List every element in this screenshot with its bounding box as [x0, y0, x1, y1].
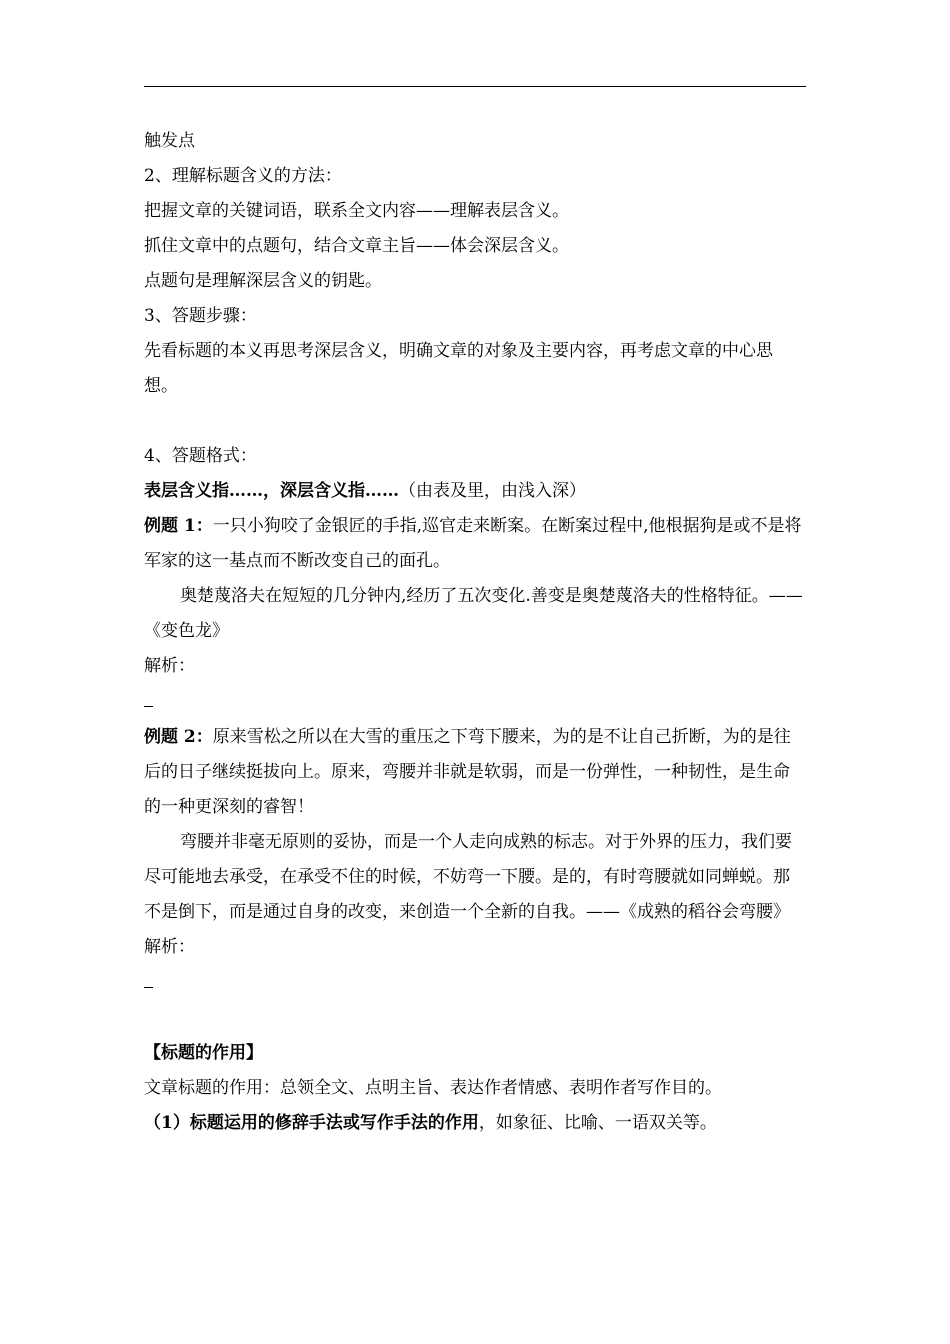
example-1	[144, 509, 806, 579]
heading-method: 2、理解标题含义的方法：	[144, 166, 342, 186]
section-function-text: 文章标题的作用：总领全文、点明主旨、表达作者情感、表明作者写作目的。	[144, 1078, 722, 1098]
format-text	[144, 474, 806, 509]
example-2	[144, 720, 806, 825]
example-1-label: 例题 1：	[144, 516, 213, 536]
answer-underline	[144, 965, 153, 988]
heading-steps: 3、答题步骤：	[144, 306, 257, 326]
example-2-text-2: 弯腰并非毫无原则的妥协，而是一个人走向成熟的标志。对于外界的压力，我们要尽可能地去承受，在承受不住的时候，不妨弯一下腰。是的，有时弯腰就如同蝉蜕。那不是倒下，而是通过自身的改变，来创造一个全新的自我。——《成熟的稻谷会弯腰》	[144, 832, 792, 922]
method-deep: 抓住文章中的点题句，结合文章主旨——体会深层含义。	[144, 236, 569, 256]
method-key: 点题句是理解深层含义的钥匙。	[144, 271, 382, 291]
format-rest: （由表及里，由浅入深）	[399, 481, 586, 501]
heading-format: 4、答题格式：	[144, 446, 257, 466]
format-bold: 表层含义指……，深层含义指……	[144, 481, 399, 501]
method-surface: 把握文章的关键词语，联系全文内容——理解表层含义。	[144, 201, 569, 221]
steps-text: 先看标题的本义再思考深层含义，明确文章的对象及主要内容，再考虑文章的中心思想。	[144, 341, 773, 396]
example-2-label: 例题 2：	[144, 727, 213, 747]
section-item-1-bold: （1）标题运用的修辞手法或写作手法的作用	[144, 1113, 479, 1133]
spacer	[144, 1001, 806, 1036]
line-trigger-point: 触发点	[144, 131, 195, 151]
section-item-1	[144, 1106, 806, 1141]
header-rule	[144, 86, 806, 87]
answer-underline	[144, 684, 153, 707]
section-title	[144, 1036, 806, 1071]
section-title-text: 【标题的作用】	[144, 1043, 263, 1063]
section-item-1-rest: ，如象征、比喻、一语双关等。	[478, 1113, 717, 1133]
example-1-analysis-label: 解析：	[144, 656, 195, 676]
spacer	[144, 404, 806, 439]
example-1-text-2: 奥楚蔑洛夫在短短的几分钟内,经历了五次变化.善变是奥楚蔑洛夫的性格特征。——《变色龙》	[144, 586, 803, 641]
example-2-analysis-label: 解析：	[144, 937, 195, 957]
example-2-text: 原来雪松之所以在大雪的重压之下弯下腰来，为的是不让自己折断，为的是往后的日子继续挺拔向上。原来，弯腰并非就是软弱，而是一份弹性，一种韧性，是生命的一种更深刻的睿智！	[144, 727, 791, 817]
document-body	[144, 124, 806, 1141]
example-1-answer-blank	[144, 684, 806, 720]
example-1-text: 一只小狗咬了金银匠的手指,巡官走来断案。在断案过程中,他根据狗是或不是将军家的这一基点而不断改变自己的面孔。	[144, 516, 802, 571]
example-2-answer-blank	[144, 965, 806, 1001]
